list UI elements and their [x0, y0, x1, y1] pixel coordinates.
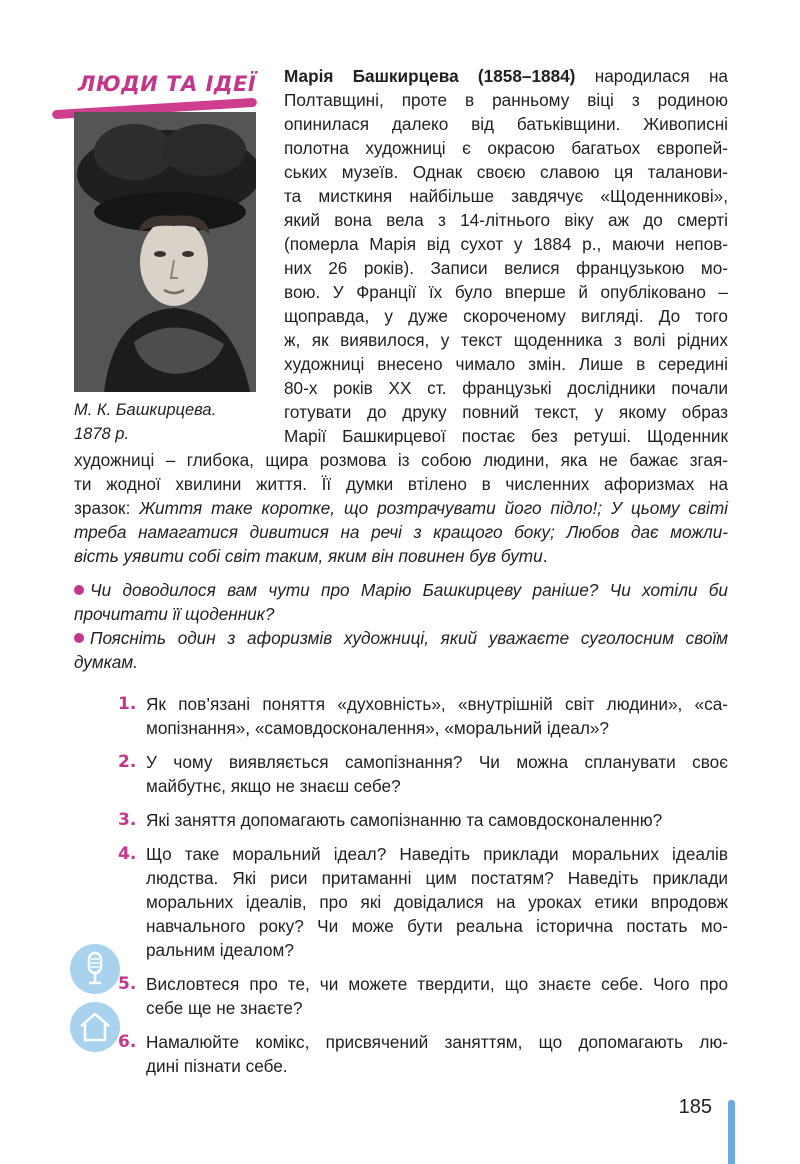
task-line: дині пізнати себе. — [146, 1056, 288, 1076]
task-list — [118, 692, 728, 1088]
task-line: Як пов’язані поняття «духовність», «внутрішній світ людини», «са- — [146, 694, 728, 714]
aphorism-text: Життя таке коротке, що розтрачувати його підло!; У цьому світі — [139, 498, 728, 518]
question-line: прочитати її щоденник? — [74, 604, 275, 624]
bio-line: Полтавщині, проте в ранньому віці з родиною — [284, 90, 728, 110]
task-item — [118, 842, 728, 962]
task-line: моральних ідеалів, про які довідалися на уроках етики впродовж — [146, 892, 728, 912]
task-line: Які заняття допомагають самопізнанню та самовдосконаленню? — [146, 810, 663, 830]
portrait-photo — [74, 112, 256, 392]
task-line: мопізнання», «самовдосконалення», «моральний ідеал»? — [146, 718, 609, 738]
caption-line: 1878 р. — [74, 425, 130, 443]
question-line — [74, 578, 728, 602]
bio-line: художниці внесено чимало змін. Лише в середині — [284, 354, 728, 374]
bio-line: опинилася далеко від батьківщини. Живописні — [284, 114, 728, 134]
task-number: 2. — [118, 752, 137, 772]
task-number: 6. — [118, 1032, 137, 1052]
bio-line: щоправда, у дуже скороченому вигляді. До того — [284, 306, 728, 326]
bio-line: Марії Башкирцевої постає без ретуші. Щоденник — [284, 426, 728, 446]
bio-line: ти жодної хвилини життя. Її думки втілено в численних афоризмах на — [74, 474, 728, 494]
task-number: 3. — [118, 810, 137, 830]
task-line: майбутнє, якщо не знаєш себе? — [146, 776, 401, 796]
bio-line: художниці – глибока, щира розмова із собою людини, яка не бажає згая- — [74, 450, 728, 470]
bio-line-rest: народилася на — [575, 66, 728, 86]
bio-line: готувати до друку повний текст, у якому образ — [284, 402, 728, 422]
page-number: 185 — [678, 1096, 712, 1118]
task-line: людства. Які риси притаманні цим постатям? Наведіть приклади — [146, 868, 728, 888]
section-header — [60, 60, 260, 120]
bio-line — [74, 496, 728, 520]
task-line: Висловтеся про те, чи можете твердити, що знаєте себе. Чого про — [146, 974, 728, 994]
bio-line — [74, 544, 728, 568]
task-item — [118, 972, 728, 1020]
caption-line: М. К. Башкирцева. — [74, 401, 217, 419]
aphorism-text: вість уявити собі світ таким, яким він повинен був бути — [74, 546, 543, 566]
task-line: себе ще не знаєте? — [146, 998, 303, 1018]
portrait-caption — [74, 398, 274, 446]
bullet-icon — [74, 633, 84, 643]
bio-line: ських музеїв. Однак своєю славою ця таланови- — [284, 162, 728, 182]
question-text: Поясніть один з афоризмів художниці, який уважаєте суголосним своїм — [90, 628, 728, 648]
bio-name: Марія Башкирцева (1858–1884) — [284, 66, 576, 86]
bio-line-tail: . — [542, 546, 548, 566]
bio-line: який вона вела з 14-літнього віку аж до смерті — [284, 210, 728, 230]
task-line: Що таке моральний ідеал? Наведіть приклади моральних ідеалів — [146, 844, 728, 864]
bio-line: та мисткиня найбільше завдячує «Щоденникові», — [284, 186, 728, 206]
task-line: Намалюйте комікс, присвячений заняттям, що допомагають лю- — [146, 1032, 728, 1052]
biography-continuation — [74, 448, 728, 568]
task-item — [118, 808, 728, 832]
bio-line — [284, 64, 728, 88]
bio-line: 80-х років XX ст. французькі дослідники почали — [284, 378, 728, 398]
task-number: 1. — [118, 694, 137, 714]
question-line: думкам. — [74, 652, 138, 672]
task-item — [118, 1030, 728, 1078]
task-number: 5. — [118, 974, 137, 994]
task-number: 4. — [118, 844, 137, 864]
bio-line: вою. У Франції їх було вперше й опубліковано – — [284, 282, 728, 302]
discussion-question — [74, 578, 728, 626]
task-line: ральним ідеалом? — [146, 940, 294, 960]
sample-prefix: зразок: — [74, 498, 140, 518]
task-item — [118, 692, 728, 740]
section-title: ЛЮДИ ТА ІДЕЇ — [78, 72, 257, 96]
biography-text — [284, 64, 728, 448]
bio-line: них 26 років). Записи велися французькою мо- — [284, 258, 728, 278]
discussion-question — [74, 626, 728, 674]
bio-line: ж, як виявилося, у текст щоденника з волі рідних — [284, 330, 728, 350]
bio-line: полотна художниці є окрасою багатьох європей- — [284, 138, 728, 158]
question-text: Чи доводилося вам чути про Марію Башкирцеву раніше? Чи хотіли би — [90, 580, 728, 600]
bullet-icon — [74, 585, 84, 595]
question-line — [74, 626, 728, 650]
home-icon — [70, 1002, 120, 1052]
task-line: навчального року? Чи може бути реальна історична постать мо- — [146, 916, 728, 936]
portrait-illustration — [74, 112, 256, 392]
aphorism-text: треба намагатися дивитися на речі з кращого боку; Любов дає можли- — [74, 522, 728, 542]
bio-line — [74, 520, 728, 544]
page-edge-bar — [728, 1100, 735, 1164]
bio-line: (померла Марія від сухот у 1884 р., маючи непов- — [284, 234, 728, 254]
task-line: У чому виявляється самопізнання? Чи можна спланувати своє — [146, 752, 728, 772]
task-item — [118, 750, 728, 798]
microphone-icon — [70, 944, 120, 994]
